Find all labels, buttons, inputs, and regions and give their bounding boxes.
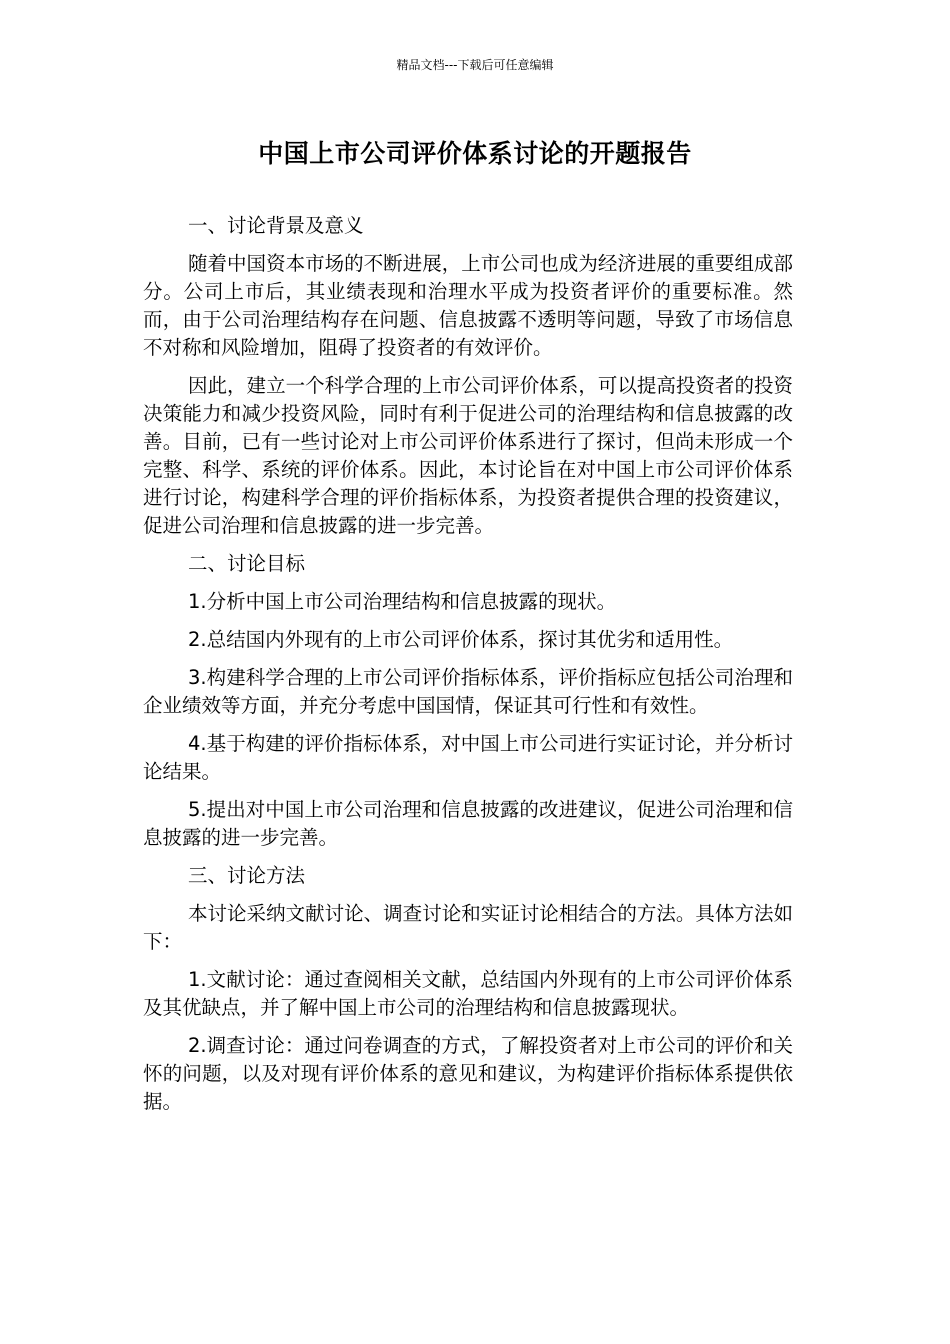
objective-item-1: 1.分析中国上市公司治理结构和信息披露的现状。 (188, 590, 617, 613)
paragraph-background-1: 随着中国资本市场的不断进展，上市公司也成为经济进展的重要组成部分。公司上市后，其业绩表现和治理水平成为投资者评价的重要标准。然而，由于公司治理结构存在问题、信息披露不透明等问题，导致了市场信息不对称和风险增加，阻碍了投资者的有效评价。 (143, 252, 793, 359)
objective-item-4: 4.基于构建的评价指标体系，对中国上市公司进行实证讨论，并分析讨论结果。 (143, 732, 793, 783)
header-note: 精品文档---下载后可任意编辑 (396, 58, 554, 72)
section-heading-objectives: 二、讨论目标 (188, 552, 306, 575)
objective-item-5: 5.提出对中国上市公司治理和信息披露的改进建议，促进公司治理和信息披露的进一步完善。 (143, 798, 793, 849)
objective-item-3: 3.构建科学合理的上市公司评价指标体系，评价指标应包括公司治理和企业绩效等方面，并充分考虑中国国情，保证其可行性和有效性。 (143, 666, 793, 717)
method-item-1: 1.文献讨论：通过查阅相关文献，总结国内外现有的上市公司评价体系及其优缺点，并了解中国上市公司的治理结构和信息披露现状。 (143, 968, 793, 1019)
objective-item-2: 2.总结国内外现有的上市公司评价体系，探讨其优劣和适用性。 (188, 628, 734, 651)
section-heading-background: 一、讨论背景及意义 (188, 214, 364, 237)
method-item-2: 2.调查讨论：通过问卷调查的方式，了解投资者对上市公司的评价和关怀的问题，以及对现有评价体系的意见和建议，为构建评价指标体系提供依据。 (143, 1034, 793, 1113)
paragraph-methods-intro: 本讨论采纳文献讨论、调查讨论和实证讨论相结合的方法。具体方法如下： (143, 902, 793, 953)
section-heading-methods: 三、讨论方法 (188, 864, 306, 887)
document-body (143, 212, 793, 1126)
document-title: 中国上市公司评价体系讨论的开题报告 (258, 139, 692, 168)
paragraph-background-2: 因此，建立一个科学合理的上市公司评价体系，可以提高投资者的投资决策能力和减少投资风险，同时有利于促进公司的治理结构和信息披露的改善。目前，已有一些讨论对上市公司评价体系进行了探讨，但尚未形成一个完整、科学、系统的评价体系。因此，本讨论旨在对中国上市公司评价体系进行讨论，构建科学合理的评价指标体系，为投资者提供合理的投资建议，促进公司治理和信息披露的进一步完善。 (143, 374, 793, 537)
